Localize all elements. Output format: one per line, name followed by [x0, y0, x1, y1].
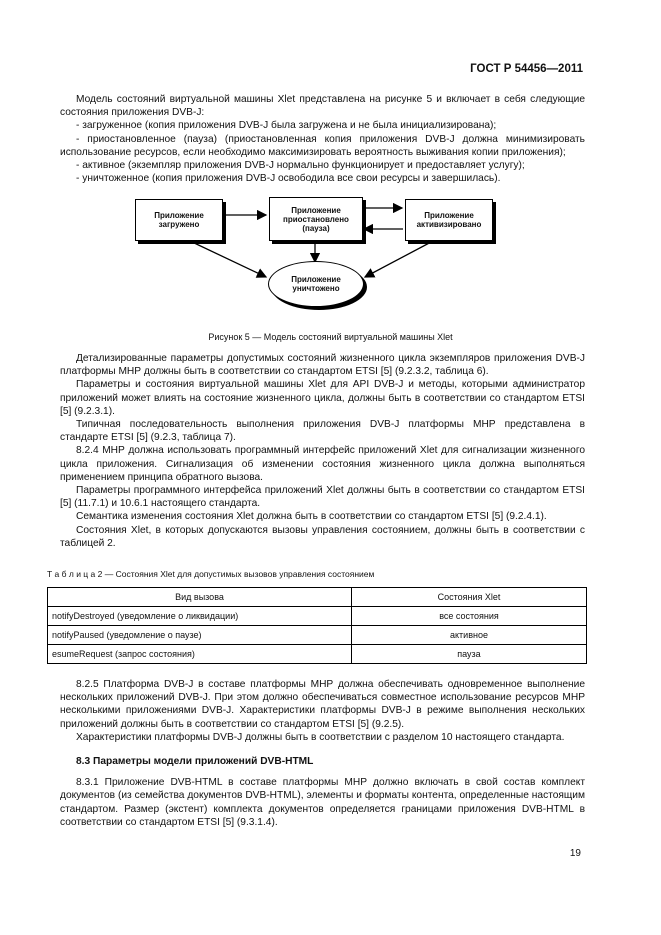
node-paused: Приложение приостановлено (пауза) [269, 197, 363, 241]
standard-header: ГОСТ Р 54456—2011 [470, 63, 583, 75]
body-paragraph: Состояния Xlet, в которых допускаются вызовы управления состоянием, должны быть в соответствии с таблицей 2. [60, 524, 585, 549]
body-paragraph: Характеристики платформы DVB-J должны быть в соответствии с разделом 10 настоящего стандарта. [76, 731, 565, 743]
figure-caption: Рисунок 5 — Модель состояний виртуальной машины Xlet [208, 332, 453, 342]
body-paragraph: 8.2.5 Платформа DVB-J в составе платформы МНР должна обеспечивать одновременное выполнение нескольких приложений DVB-J. При этом должно обеспечиваться совместное использование ресурсов МНР несколькими приложениями DVB-J. Характеристики платформы DVB-J в режиме выполнения нескольких приложений должны быть в соответствии со стандартом ETSI [5] (9.2.5). [60, 679, 585, 730]
state-list-item: - уничтоженное (копия приложения DVB-J освободила все свои ресурсы и завершилась). [76, 173, 501, 185]
node-active: Приложение активизировано [405, 199, 493, 241]
table-header-cell: Вид вызова [48, 588, 352, 607]
state-list-item: - активное (экземпляр приложения DVB-J нормально функционирует и предоставляет услугу); [76, 160, 525, 172]
body-paragraph: Параметры и состояния виртуальной машины Xlet для API DVB-J и методы, которыми администратор приложений может влиять на состояние жизненного цикла, должны быть в соответствии со стандартом ETSI [5] (9.2.3.1). [60, 379, 585, 417]
page-number: 19 [569, 848, 581, 859]
state-list-item: - приостановленное (пауза) (приостановленная копия приложения DVB-J должна минимизировать использование ресурсов, если необходимо максимизировать вероятность выживания копии приложения); [60, 133, 585, 158]
table-cell-call: notifyDestroyed (уведомление о ликвидации) [48, 607, 352, 626]
body-paragraph: Параметры программного интерфейса приложений Xlet должны быть в соответствии со стандартом ETSI [5] (11.7.1) и 10.6.1 настоящего стандарта. [60, 485, 585, 510]
arrow-loaded-to-destroyed [190, 241, 266, 277]
body-paragraph: 8.2.4 МНР должна использовать программный интерфейс приложений Xlet для сигнализации жизненного цикла приложения. Сигнализация об изменении состояния жизненного цикла должна выполняться применением принципа обратного вызова. [60, 445, 585, 483]
node-destroyed: Приложение уничтожено [268, 261, 364, 307]
node-loaded: Приложение загружено [135, 199, 223, 241]
body-paragraph: Детализированные параметры допустимых состояний жизненного цикла экземпляров приложения DVB-J платформы МНР должны быть в соответствии со стандартом ETSI [5] (9.2.3.2, таблица 6). [60, 353, 585, 378]
table-cell-state: все состояния [352, 607, 587, 626]
state-list [60, 119, 585, 185]
state-list-item: - загруженное (копия приложения DVB-J была загружена и не была инициализирована); [76, 120, 497, 132]
table-header-cell: Состояния Xlet [352, 588, 587, 607]
body-section [60, 352, 585, 550]
body-paragraph: Типичная последовательность выполнения приложения DVB-J платформы МНР представлена в стандарте ETSI [5] (9.2.3, таблица 7). [60, 419, 585, 444]
table-row [48, 645, 587, 664]
body-paragraph: Семантика изменения состояния Xlet должна быть в соответствии со стандартом ETSI [5] (9.2.4.1). [76, 511, 547, 523]
after-section [60, 678, 585, 829]
table-row [48, 607, 587, 626]
body-paragraph: 8.3.1 Приложение DVB-HTML в составе платформы МНР должно включать в свой состав комплект документов (из семейства документов DVB-HTML), элементы и форматы контента, определенные настоящим стандартом. Размер (экстент) комплекта документов определяется границами приложения DVB-HTML в соответствии со стандартом ETSI [5] (9.3.1.4). [60, 777, 585, 828]
intro-section [60, 93, 585, 185]
table-caption: Т а б л и ц а 2 — Состояния Xlet для допустимых вызовов управления состоянием [47, 569, 375, 579]
table-cell-state: пауза [352, 645, 587, 664]
intro-lead: Модель состояний виртуальной машины Xlet представлена на рисунке 5 и включает в себя следующие состояния приложения DVB-J: [60, 94, 585, 119]
table-header-row [48, 588, 587, 607]
table-cell-call: esumeRequest (запрос состояния) [48, 645, 352, 664]
section-heading: 8.3 Параметры модели приложений DVB-HTML [76, 756, 314, 768]
xlet-calls-table [47, 587, 587, 664]
table-cell-call: notifyPaused (уведомление о паузе) [48, 626, 352, 645]
table-cell-state: активное [352, 626, 587, 645]
xlet-state-diagram [135, 195, 495, 315]
table-row [48, 626, 587, 645]
arrow-active-to-destroyed [365, 241, 433, 277]
